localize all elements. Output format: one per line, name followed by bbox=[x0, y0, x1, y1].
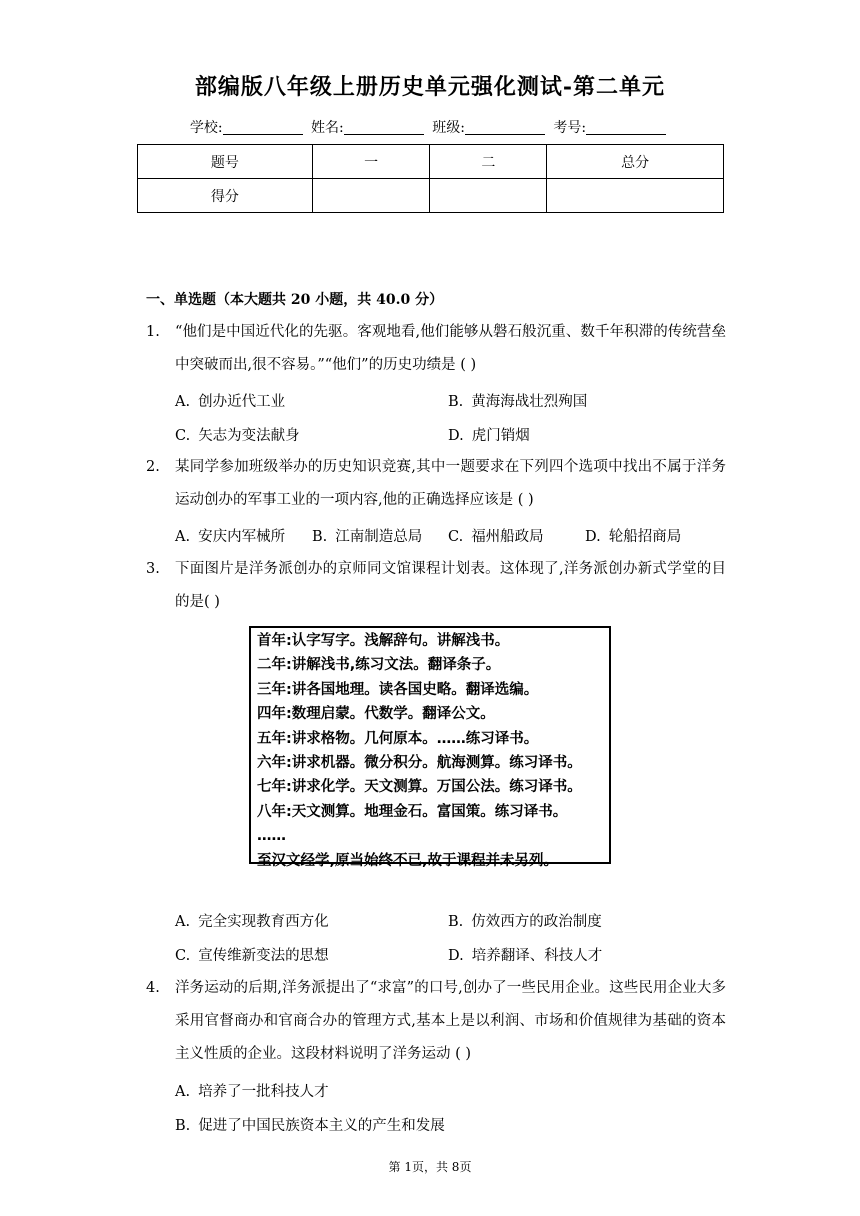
option-b[interactable]: B. 江南制造总局 bbox=[312, 529, 423, 545]
option-d[interactable]: D. 培养翻译、科技人才 bbox=[448, 948, 603, 964]
figure-line: 五年:讲求格物。几何原本。……练习译书。 bbox=[257, 730, 539, 747]
name-label: 姓名: bbox=[311, 120, 344, 136]
student-info-line bbox=[0, 117, 860, 137]
figure-line: 四年:数理启蒙。代数学。翻译公文。 bbox=[257, 706, 495, 723]
option-c[interactable]: C. 宣传维新变法的思想 bbox=[175, 948, 329, 964]
score-row-label: 得分 bbox=[138, 179, 313, 213]
option-c[interactable]: C. 矢志为变法献身 bbox=[175, 428, 300, 444]
option-a[interactable]: A. 创办近代工业 bbox=[175, 394, 286, 410]
question-number: 4. bbox=[146, 980, 160, 996]
question-3 bbox=[146, 553, 726, 619]
question-text: 某同学参加班级举办的历史知识竞赛,其中一题要求在下列四个选项中找出不属于洋务运动创办的军事工业的一项内容,他的正确选择应该是 ( ) bbox=[175, 459, 726, 508]
school-label: 学校: bbox=[189, 120, 223, 136]
class-label: 班级: bbox=[432, 120, 465, 136]
name-blank[interactable] bbox=[344, 120, 424, 135]
option-b[interactable]: B. 仿效西方的政治制度 bbox=[448, 914, 602, 930]
figure-line: 至汉文经学,原当始终不已,故于课程并未另列。 bbox=[257, 852, 559, 869]
option-d[interactable]: D. 虎门销烟 bbox=[448, 428, 530, 444]
option-b[interactable]: B. 促进了中国民族资本主义的产生和发展 bbox=[175, 1118, 445, 1134]
option-a[interactable]: A. 培养了一批科技人才 bbox=[175, 1084, 329, 1100]
figure-line: 六年:讲求机器。微分积分。航海测算。练习译书。 bbox=[257, 755, 582, 772]
question-text: 下面图片是洋务派创办的京师同文馆课程计划表。这体现了,洋务派创办新式学堂的目的是( ) bbox=[175, 561, 726, 610]
page-title: 部编版八年级上册历史单元强化测试-第二单元 bbox=[194, 74, 666, 100]
option-a[interactable]: A. 安庆内军械所 bbox=[175, 529, 286, 545]
question-text: “他们是中国近代化的先驱。客观地看,他们能够从磐石般沉重、数千年积滞的传统营垒中突破而出,很不容易。”“他们”的历史功绩是 ( ) bbox=[175, 324, 726, 373]
question-4 bbox=[146, 972, 726, 1071]
option-d[interactable]: D. 轮船招商局 bbox=[585, 529, 682, 545]
score-header-cell: 一 bbox=[312, 145, 430, 179]
question-number: 2. bbox=[146, 459, 160, 475]
score-table-score-row bbox=[138, 179, 724, 213]
figure-line: 二年:讲解浅书,练习文法。翻译条子。 bbox=[257, 657, 501, 674]
curriculum-figure bbox=[249, 626, 611, 869]
question-text: 洋务运动的后期,洋务派提出了“求富”的口号,创办了一些民用企业。这些民用企业大多采用官督商办和官商合办的管理方式,基本上是以利润、市场和价值规律为基础的资本主义性质的企业。这段材料说明了洋务运动 ( ) bbox=[175, 980, 726, 1062]
question-number: 3. bbox=[146, 561, 160, 577]
question-1 bbox=[146, 316, 726, 382]
score-table-header-row bbox=[138, 145, 724, 179]
figure-line: 首年:认字写字。浅解辞句。讲解浅书。 bbox=[257, 633, 510, 649]
exam-no-blank[interactable] bbox=[586, 120, 666, 135]
school-blank[interactable] bbox=[223, 120, 303, 135]
score-header-cell: 总分 bbox=[547, 145, 724, 179]
score-cell bbox=[430, 179, 547, 213]
score-header-cell: 二 bbox=[430, 145, 547, 179]
figure-line: …… bbox=[257, 828, 286, 845]
figure-line: 八年:天文测算。地理金石。富国策。练习译书。 bbox=[257, 803, 568, 820]
score-cell bbox=[312, 179, 430, 213]
score-cell bbox=[547, 179, 724, 213]
class-blank[interactable] bbox=[465, 120, 545, 135]
option-b[interactable]: B. 黄海海战壮烈殉国 bbox=[448, 394, 588, 410]
section-heading: 一、单选题（本大题共 20 小题，共 40.0 分） bbox=[146, 292, 444, 308]
option-c[interactable]: C. 福州船政局 bbox=[448, 529, 544, 545]
exam-no-label: 考号: bbox=[553, 120, 587, 136]
score-header-cell: 题号 bbox=[138, 145, 313, 179]
question-number: 1. bbox=[146, 324, 160, 340]
figure-line: 三年:讲各国地理。读各国史略。翻译选编。 bbox=[257, 681, 539, 698]
score-table bbox=[137, 144, 724, 213]
figure-line: 七年:讲求化学。天文测算。万国公法。练习译书。 bbox=[257, 779, 582, 796]
option-a[interactable]: A. 完全实现教育西方化 bbox=[175, 914, 329, 930]
question-2 bbox=[146, 451, 726, 517]
page-footer: 第 1页，共 8页 bbox=[388, 1160, 472, 1174]
